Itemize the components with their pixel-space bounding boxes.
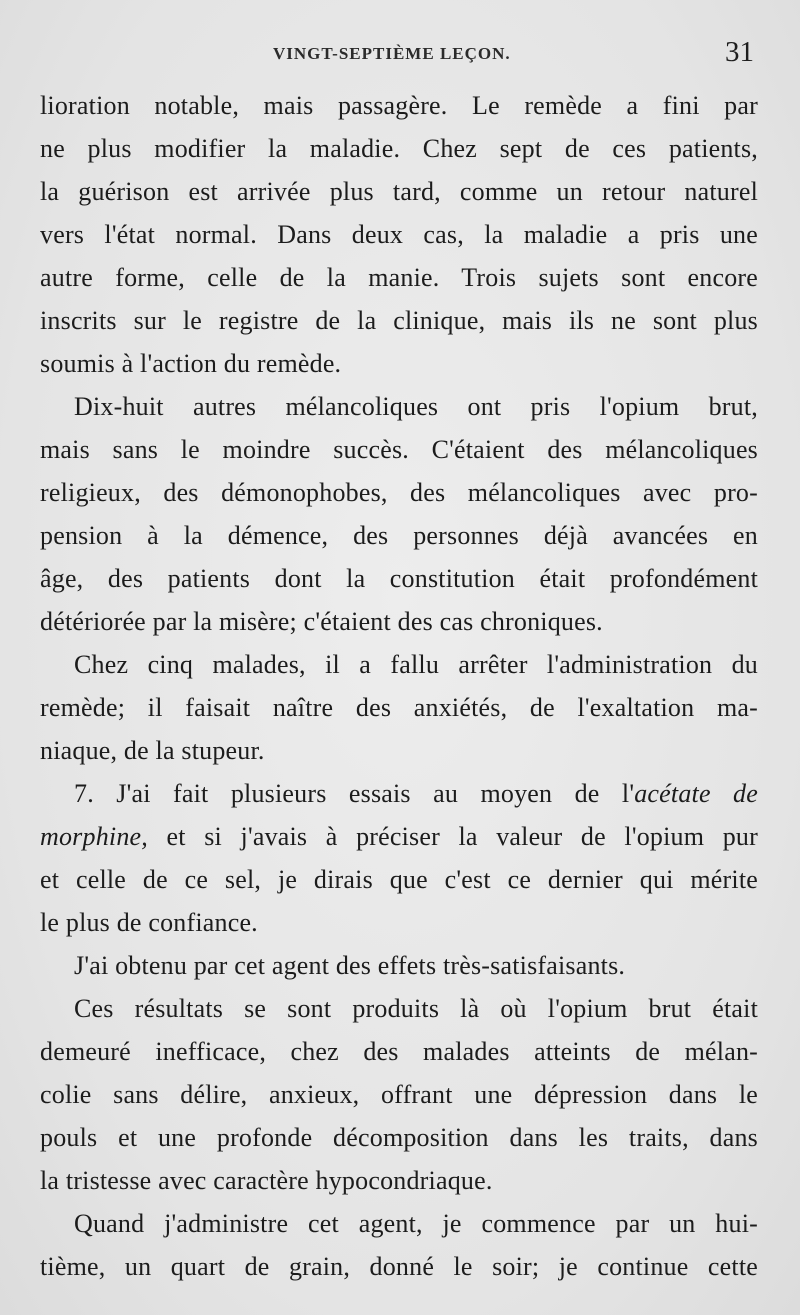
text-line: le plus de confiance.: [40, 908, 258, 937]
text-line: ne plus modifier la maladie. Chez sept de ces patients,: [40, 134, 758, 163]
text-line: remède; il faisait naître des anxiétés, de l'exaltation ma-: [40, 693, 758, 722]
text-segment: et si j'avais à préciser la valeur de l'opium pur: [147, 822, 758, 851]
text-line: tième, un quart de grain, donné le soir; je continue cette: [40, 1252, 758, 1281]
text-line: Quand j'administre cet agent, je commence par un hui-: [74, 1209, 758, 1238]
text-line: pouls et une profonde décomposition dans les traits, dans: [40, 1123, 758, 1152]
text-line: âge, des patients dont la constitution était profondément: [40, 564, 758, 593]
body-text: [40, 84, 758, 1288]
text-line: pension à la démence, des personnes déjà avancées en: [40, 521, 758, 550]
text-segment: 7. J'ai fait plusieurs essais au moyen de l': [74, 779, 635, 808]
text-line: [40, 772, 758, 815]
italic-term: acétate de: [634, 779, 759, 808]
text-line: niaque, de la stupeur.: [40, 736, 265, 765]
text-line: demeuré inefficace, chez des malades atteints de mélan-: [40, 1037, 758, 1066]
text-line: religieux, des démonophobes, des mélancoliques avec pro-: [40, 478, 758, 507]
text-line: lioration notable, mais passagère. Le remède a fini par: [40, 91, 758, 120]
text-line: [40, 815, 758, 858]
text-line: Chez cinq malades, il a fallu arrêter l'administration du: [74, 650, 758, 679]
text-line: et celle de ce sel, je dirais que c'est ce dernier qui mérite: [40, 865, 758, 894]
italic-term: morphine,: [40, 822, 148, 851]
text-line: vers l'état normal. Dans deux cas, la maladie a pris une: [40, 220, 758, 249]
page-header: [0, 36, 800, 76]
text-line: la tristesse avec caractère hypocondriaque.: [40, 1166, 493, 1195]
text-line: Dix-huit autres mélancoliques ont pris l'opium brut,: [74, 392, 758, 421]
running-title: VINGT-SEPTIÈME LEÇON.: [273, 44, 511, 63]
text-line: soumis à l'action du remède.: [40, 349, 342, 378]
text-line: détériorée par la misère; c'étaient des cas chroniques.: [40, 607, 603, 636]
page-number: 31: [725, 36, 754, 68]
text-line: J'ai obtenu par cet agent des effets très-satisfaisants.: [74, 951, 626, 980]
text-line: mais sans le moindre succès. C'étaient des mélancoliques: [40, 435, 758, 464]
text-line: colie sans délire, anxieux, offrant une dépression dans le: [40, 1080, 758, 1109]
text-line: Ces résultats se sont produits là où l'opium brut était: [74, 994, 758, 1023]
text-line: autre forme, celle de la manie. Trois sujets sont encore: [40, 263, 758, 292]
text-line: la guérison est arrivée plus tard, comme un retour naturel: [40, 177, 758, 206]
text-line: inscrits sur le registre de la clinique, mais ils ne sont plus: [40, 306, 758, 335]
